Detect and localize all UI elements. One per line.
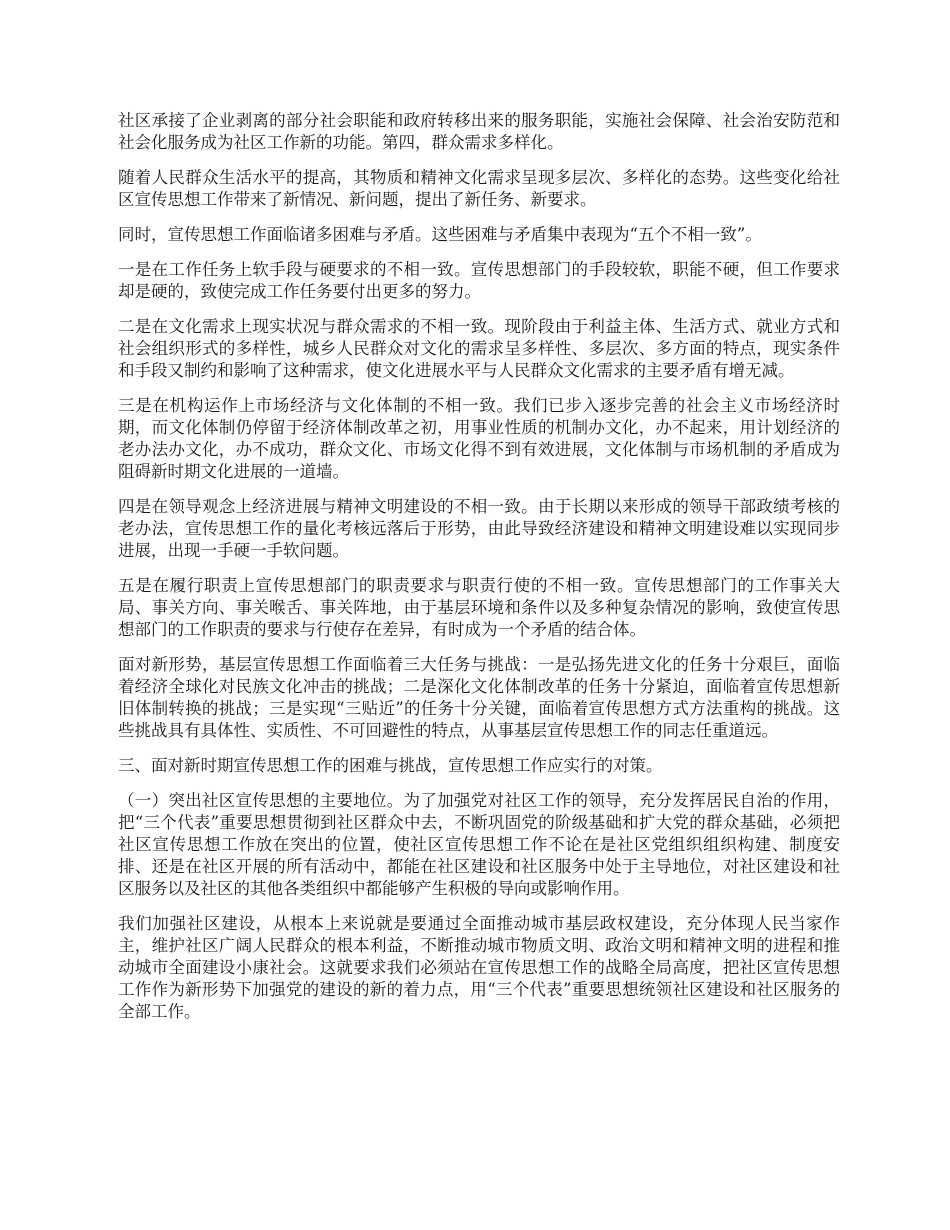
paragraph-5: 二是在文化需求上现实状况与群众需求的不相一致。现阶段由于利益主体、生活方式、就业方式和社会组织形式的多样性，城乡人民群众对文化的需求呈多样性、多层次、多方面的特点，现实条件和手段又制约和影响了这种需求，使文化进展水平与人民群众文化需求的主要矛盾有增无减。: [118, 317, 840, 380]
paragraph-4: 一是在工作任务上软手段与硬要求的不相一致。宣传思想部门的手段较软，职能不硬，但工作要求却是硬的，致使完成工作任务要付出更多的努力。: [118, 260, 840, 301]
paragraph-11: （一）突出社区宣传思想的主要地位。为了加强党对社区工作的领导，充分发挥居民自治的作用，把“三个代表”重要思想贯彻到社区群众中去，不断巩固党的阶级基础和扩大党的群众基础，必须把社区宣传思想工作放在突出的位置，使社区宣传思想工作不论在是社区党组织组织构建、制度安排、还是在社区开展的所有活动中，都能在社区建设和社区服务中处于主导地位，对社区建设和社区服务以及社区的其他各类组织中都能够产生积极的导向或影响作用。: [118, 791, 840, 898]
paragraph-2: 随着人民群众生活水平的提高，其物质和精神文化需求呈现多层次、多样化的态势。这些变化给社区宣传思想工作带来了新情况、新问题，提出了新任务、新要求。: [118, 168, 840, 209]
section-heading-3: 三、面对新时期宣传思想工作的困难与挑战，宣传思想工作应实行的对策。: [118, 756, 663, 775]
paragraph-7: 四是在领导观念上经济进展与精神文明建设的不相一致。由于长期以来形成的领导干部政绩考核的老办法，宣传思想工作的量化考核远落后于形势，由此导致经济建设和精神文明建设难以实现同步进展，出现一手硬一手软问题。: [118, 497, 840, 560]
paragraph-3: 同时，宣传思想工作面临诸多困难与矛盾。这些困难与矛盾集中表现为“五个不相一致”。: [118, 225, 762, 244]
paragraph-6: 三是在机构运作上市场经济与文化体制的不相一致。我们已步入逐步完善的社会主义市场经济时期，而文化体制仍停留于经济体制改革之初，用事业性质的机制办文化，办不起来，用计划经济的老办法办文化，办不成功，群众文化、市场文化得不到有效进展，文化体制与市场机制的矛盾成为阻碍新时期文化进展的一道墙。: [118, 396, 840, 481]
paragraph-1: 社区承接了企业剥离的部分社会职能和政府转移出来的服务职能，实施社会保障、社会治安防范和社会化服务成为社区工作新的功能。第四，群众需求多样化。: [118, 111, 840, 152]
document-body: [118, 110, 840, 1036]
paragraph-9: 面对新形势，基层宣传思想工作面临着三大任务与挑战：一是弘扬先进文化的任务十分艰巨，面临着经济全球化对民族文化冲击的挑战；二是深化文化体制改革的任务十分紧迫，面临着宣传思想新旧体制转换的挑战；三是实现“三贴近”的任务十分关键，面临着宣传思想方式方法重构的挑战。这些挑战具有具体性、实质性、不可回避性的特点，从事基层宣传思想工作的同志任重道远。: [118, 655, 840, 740]
paragraph-12: 我们加强社区建设，从根本上来说就是要通过全面推动城市基层政权建设，充分体现人民当家作主，维护社区广阔人民群众的根本利益，不断推动城市物质文明、政治文明和精神文明的进程和推动城市全面建设小康社会。这就要求我们必须站在宣传思想工作的战略全局高度，把社区宣传思想工作作为新形势下加强党的建设的新的着力点，用“三个代表”重要思想统领社区建设和社区服务的全部工作。: [118, 914, 840, 1021]
paragraph-8: 五是在履行职责上宣传思想部门的职责要求与职责行使的不相一致。宣传思想部门的工作事关大局、事关方向、事关喉舌、事关阵地，由于基层环境和条件以及多种复杂情况的影响，致使宣传思想部门的工作职责的要求与行使存在差异，有时成为一个矛盾的结合体。: [118, 576, 840, 639]
